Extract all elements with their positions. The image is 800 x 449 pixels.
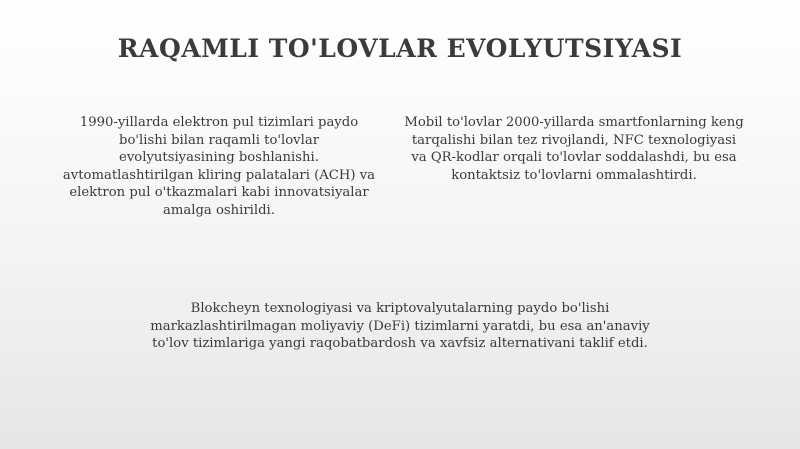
- paragraph-electronic-money: 1990-yillarda elektron pul tizimlari paydo bo'lishi bilan raqamli to'lovlar evolyutsiyasining boshlanishi. avtomatlashtirilgan kliring palatalari (ACH) va elektron pul o'tkazmalari kabi innovatsiyalar amalga oshirildi.: [62, 115, 376, 218]
- slide-title: RAQAMLI TO'LOVLAR EVOLYUTSIYASI: [117, 34, 683, 63]
- paragraph-mobile-payments: Mobil to'lovlar 2000-yillarda smartfonlarning keng tarqalishi bilan tez rivojlandi, NFC texnologiyasi va QR-kodlar orqali to'lovlar soddalashdi, bu esa kontaktsiz to'lovlarni ommalashtirdi.: [404, 115, 744, 183]
- paragraph-blockchain: Blokcheyn texnologiyasi va kriptovalyutalarning paydo bo'lishi markazlashtirilmagan moliyaviy (DeFi) tizimlarni yaratdi, bu esa an'anaviy to'lov tizimlariga yangi raqobatbardosh va xavfsiz alternativani taklif etdi.: [150, 301, 650, 352]
